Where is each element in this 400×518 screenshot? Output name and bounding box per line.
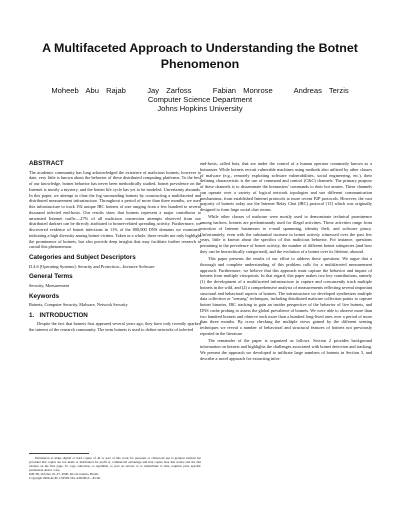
- body-paragraph-4: The remainder of the paper is organized as follows. Section 2 provides background information on botnets and highlights the challenges associated with botnet detection and tracking. We present the approach we developed to infiltrate large numbers of botnets in Section 3, and describe a novel approach for extracting infor-: [200, 338, 372, 361]
- body-paragraph-1: end-hosts, called bots, that are under the control of a human operator commonly known as a botmaster. While botnets recruit vulnerable machines using methods also utilized by other classes of malware (e.g., remotely exploiting software vulnerabilities, social engineering, etc.), their defining characteristic is the use of command and control (C&C) channels. The primary purpose of these channels is to disseminate the botmasters' commands to their bot armies. These channels can operate over a variety of logical network topologies and use different communication mechanisms, from established Internet protocols to more recent P2P protocols. However, the vast majority of botnets today use the Internet Relay Chat (IRC) protocol [13] which was originally designed to form large social chat rooms.: [200, 161, 372, 212]
- venue-line: IMC'06, October 25–27, 2006, Rio de Janeiro, Brazil.: [29, 472, 99, 477]
- keywords-text: Botnets, Computer Security, Malware, Network Security: [29, 302, 128, 307]
- author-names: Moheeb Abu Rajab Jay Zarfoss Fabian Monrose Andreas Terzis: [51, 86, 349, 95]
- left-column: [29, 160, 201, 334]
- abstract-text: The academic community has long acknowledged the existence of malicious botnets, however to date, very little is known about the behavior of these distributed computing platforms. To the best of our knowledge, botnet behavior has never been methodically studied, botnet prevalence on the Internet is mostly a mystery, and the botnet life cycle has yet to be modeled. Uncertainty abounds. In this paper, we attempt to clear the fog surrounding botnets by constructing a multifaceted and distributed measurement infrastructure. Throughout a period of more than three months, we used this infrastructure to track 192 unique IRC botnets of size ranging from a few hundred to several thousand infected end-hosts. Our results show that botnets represent a major contributor to unwanted Internet traffic—27% of all malicious connection attempts observed from our distributed darknet can be directly attributed to botnet-related spreading activity. Furthermore, we discovered evidence of botnet infections in 11% of the 800,000 DNS domains we examined, indicating a high diversity among botnet victims. Taken as a whole, these results not only highlight the prominence of botnets, but also provide deep insights that may facilitate further research to curtail this phenomenon.: [29, 169, 202, 250]
- body-paragraph-2: While other classes of malware were mostly used to demonstrate technical prominence among hackers, botnets are predominantly used for illegal activities. These activities range from extortion of Internet businesses to e-mail spamming, identity theft, and software piracy. Unfortunately, even with the substantial increase in botnet activity witnessed over the past few years, little is known about the specifics of this malicious behavior. For instance, questions pertaining to the prevalence of botnet activity, the number of different botnet subspecies (and how they can be hierarchically categorized), and the evolution of a botnet over its lifetime, abound.: [200, 214, 372, 254]
- general-terms-heading: General Terms: [29, 273, 73, 281]
- right-column: [200, 161, 372, 363]
- body-paragraph-3: This paper presents the results of our effort to address these questions. We argue that a thorough and complete understanding of this problem calls for a multifaceted measurement approach. Furthermore, we believe that this approach must capture the behavior and impact of botnets from multiple viewpoints. In that regard, this paper makes two key contributions, namely (1) the development of a multifaceted infrastructure to capture and concurrently track multiple botnets in the wild, and (2) a comprehensive analysis of measurements reflecting several important structural and behavioral aspects of botnets. The infrastructure we developed synthesizes multiple data collection or "sensing" techniques, including distributed malware collection points to capture botnet binaries, IRC tracking to gain an insider perspective of the behavior of live botnets, and DNS cache probing to assess the global prevalence of botnets. We were able to observe more than two hundred botnets and observe each more than a hundred long-lived ones over a period of more than three months. By cross checking the multiple views gained by the different sensing techniques we reveal a number of behavioral and structural features of botnets not previously reported in the literature.: [200, 256, 373, 336]
- general-terms-text: Security, Measurement: [29, 282, 70, 288]
- introduction-heading: 1. INTRODUCTION: [29, 311, 88, 319]
- keywords-heading: Keywords: [29, 292, 60, 300]
- author-block: [20, 86, 380, 114]
- abstract-heading: ABSTRACT: [29, 160, 64, 167]
- copyright-line: Copyright 2006 ACM 1-59593-561-4/06/0010 ...$5.00.: [29, 476, 101, 481]
- categories-heading: Categories and Subject Descriptors: [29, 254, 136, 261]
- footnote-divider: [29, 453, 89, 454]
- introduction-paragraph: Despite the fact that botnets first appeared several years ago, they have only recently sparked the interest of the research community. The term botnets is used to define networks of infected: [29, 321, 201, 332]
- copyright-footnote: [29, 453, 201, 480]
- categories-text: D.4.6 [Operating Systems]: Security and Protection—Invasive Software: [29, 263, 155, 269]
- affiliation-department: Computer Science Department: [147, 95, 253, 105]
- paper-title: A Multifaceted Approach to Understanding the Botnet Phenomenon: [42, 41, 358, 71]
- permission-notice: Permission to make digital or hard copies of all or part of this work for personal or classroom use is granted without fee provided that copies are not made or distributed for profit or commercial advantage and that copies bear this notice and the full citation on the first page. To copy otherwise, to republish, to post on servers or to redistribute to lists, requires prior specific permission and/or a fee.: [29, 455, 201, 472]
- affiliation-university: Johns Hopkins University: [157, 104, 243, 114]
